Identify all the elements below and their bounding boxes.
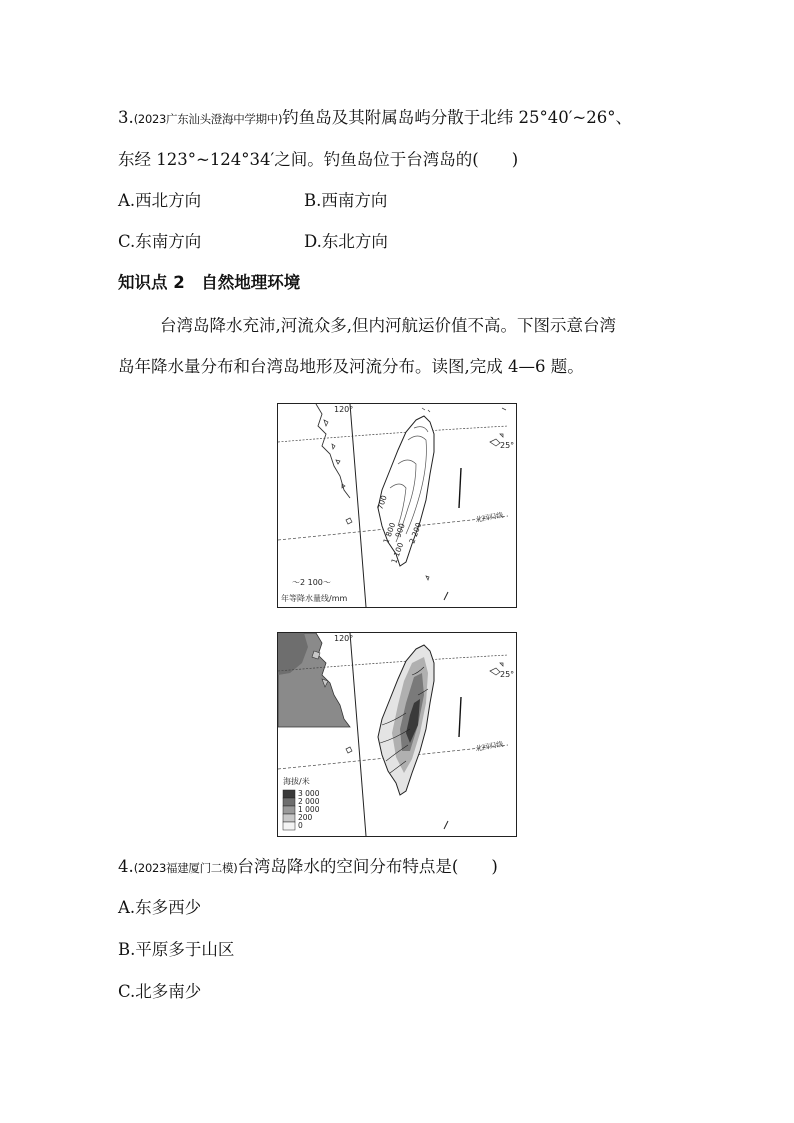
small-island-mark (444, 821, 448, 829)
q4-stem-text: 台湾岛降水的空间分布特点是( ) (237, 857, 498, 876)
q4-option-b: B.平原多于山区 (118, 940, 235, 959)
meridian-120-line (350, 633, 366, 836)
coastal-islands (324, 420, 345, 488)
legend-swatch-0 (283, 822, 295, 830)
northern-islets (422, 408, 506, 412)
inset-line (459, 468, 461, 508)
q3-stem-text: 钓鱼岛及其附属岛屿分散于北纬 25°40′~26°、 (282, 108, 633, 127)
legend-swatch-2000 (283, 798, 295, 806)
q3-stem-line1 (118, 107, 632, 130)
q3-stem-line2: 东经 123°~124°34′之间。钓鱼岛位于台湾岛的( ) (118, 150, 519, 169)
q3-number: 3. (118, 108, 134, 127)
q4-number: 4. (118, 857, 134, 876)
small-island-mark (444, 592, 448, 600)
terrain-map-figure (278, 633, 516, 836)
map1-bottom-label: ～2 100～ (292, 578, 331, 587)
terrain-map (277, 632, 517, 837)
map1-tropic-label: 北回归线 (474, 511, 504, 524)
precipitation-map (277, 403, 517, 608)
intro-line2: 岛年降水量分布和台湾岛地形及河流分布。读图,完成 4—6 题。 (118, 357, 584, 376)
small-island (426, 576, 429, 580)
q4-option-a: A.东多西少 (118, 898, 202, 917)
q3-option-d: D.东北方向 (304, 232, 388, 251)
q4-stem (118, 856, 498, 879)
map1-lon-label: 120° (334, 405, 354, 414)
penghu-islands (346, 518, 352, 524)
legend-swatch-1000 (283, 806, 295, 814)
q3-option-c: C.东南方向 (118, 232, 202, 251)
precipitation-map-figure (278, 404, 516, 607)
mainland-coastline (316, 404, 350, 498)
map2-lon-label: 120° (334, 634, 354, 643)
legend-label-0: 0 (298, 821, 303, 830)
intro-line1: 台湾岛降水充沛,河流众多,但内河航运价值不高。下图示意台湾 (160, 316, 616, 335)
map1-lat-label: 25° (500, 441, 515, 450)
iso-label-1100: 1 100 (389, 541, 406, 565)
iso-label-1800: 1 800 (381, 521, 398, 545)
q4-option-c: C.北多南少 (118, 982, 202, 1001)
legend-label-200: 200 (298, 813, 313, 822)
elevation-legend (283, 789, 320, 830)
map2-legend-title: 海拔/米 (283, 777, 310, 786)
legend-swatch-200 (283, 814, 295, 822)
map2-tropic-label: 北回归线 (474, 740, 504, 753)
legend-swatch-3000 (283, 790, 295, 798)
penghu-islands (346, 747, 352, 753)
map2-lat-label: 25° (500, 670, 515, 679)
legend-label-1000: 1 000 (298, 805, 320, 814)
q4-source: (2023福建厦门二模) (133, 861, 238, 875)
meridian-120-line (350, 404, 366, 607)
map1-legend-title: 年等降水量线/mm (281, 594, 348, 603)
iso-label-700: 700 (375, 494, 389, 511)
latitude-25-line (278, 426, 508, 442)
q3-source: (2023广东汕头澄海中学期中) (133, 112, 283, 126)
legend-label-2000: 2 000 (298, 797, 320, 806)
section-heading: 知识点 2 自然地理环境 (118, 273, 301, 292)
iso-label-900: 900 (393, 522, 407, 539)
inset-line (459, 697, 461, 737)
iso-label-2200: 2 200 (407, 521, 424, 545)
q3-option-b: B.西南方向 (304, 191, 388, 210)
q3-option-a: A.西北方向 (118, 191, 202, 210)
legend-label-3000: 3 000 (298, 789, 320, 798)
